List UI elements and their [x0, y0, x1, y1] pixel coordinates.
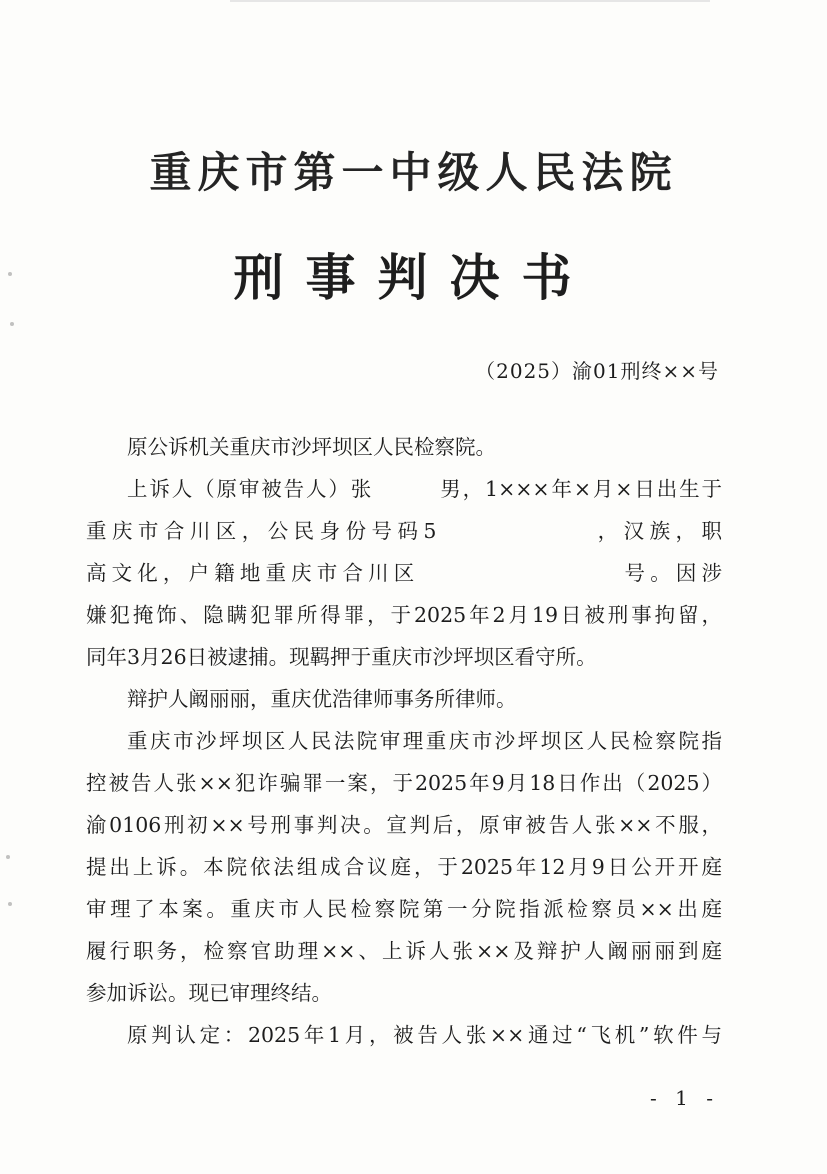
body-line: 上诉人（原审被告人）张 男，1×××年×月×日出生于 [127, 477, 722, 501]
page-number: - 1 - [650, 1086, 719, 1110]
body-line: 同年3月26日被逮捕。现羁押于重庆市沙坪坝区看守所。 [86, 645, 597, 669]
body-line: 重庆市合川区，公民身份号码5 ，汉族，职 [86, 519, 722, 543]
body-line: 提出上诉。本院依法组成合议庭，于2025年12月9日公开开庭 [86, 855, 722, 879]
body-line: 原判认定：2025年1月，被告人张××通过“飞机”软件与 [127, 1023, 722, 1047]
case-number: （2025）渝01刑终××号 [475, 359, 719, 383]
document-title: 刑事判决书 [233, 248, 594, 307]
body-line: 重庆市沙坪坝区人民法院审理重庆市沙坪坝区人民检察院指 [127, 729, 722, 753]
scan-speck [10, 322, 14, 326]
body-line: 参加诉讼。现已审理终结。 [86, 981, 332, 1005]
body-line: 审理了本案。重庆市人民检察院第一分院指派检察员××出庭 [86, 897, 722, 921]
scan-edge [230, 0, 710, 2]
judgment-body [86, 426, 722, 1056]
scan-speck [6, 855, 10, 859]
body-line: 原公诉机关重庆市沙坪坝区人民检察院。 [127, 435, 496, 459]
body-line: 辩护人阚丽丽，重庆优浩律师事务所律师。 [127, 687, 517, 711]
body-line: 高文化，户籍地重庆市合川区 号。因涉 [86, 561, 722, 585]
court-name: 重庆市第一中级人民法院 [149, 148, 678, 197]
body-line: 履行职务，检察官助理××、上诉人张××及辩护人阚丽丽到庭 [86, 939, 722, 963]
body-line: 控被告人张××犯诈骗罪一案，于2025年9月18日作出（2025） [86, 771, 722, 795]
body-line: 嫌犯掩饰、隐瞒犯罪所得罪，于2025年2月19日被刑事拘留， [86, 603, 722, 627]
body-line: 渝0106刑初××号刑事判决。宣判后，原审被告人张××不服， [86, 813, 722, 837]
scan-speck [8, 902, 12, 906]
